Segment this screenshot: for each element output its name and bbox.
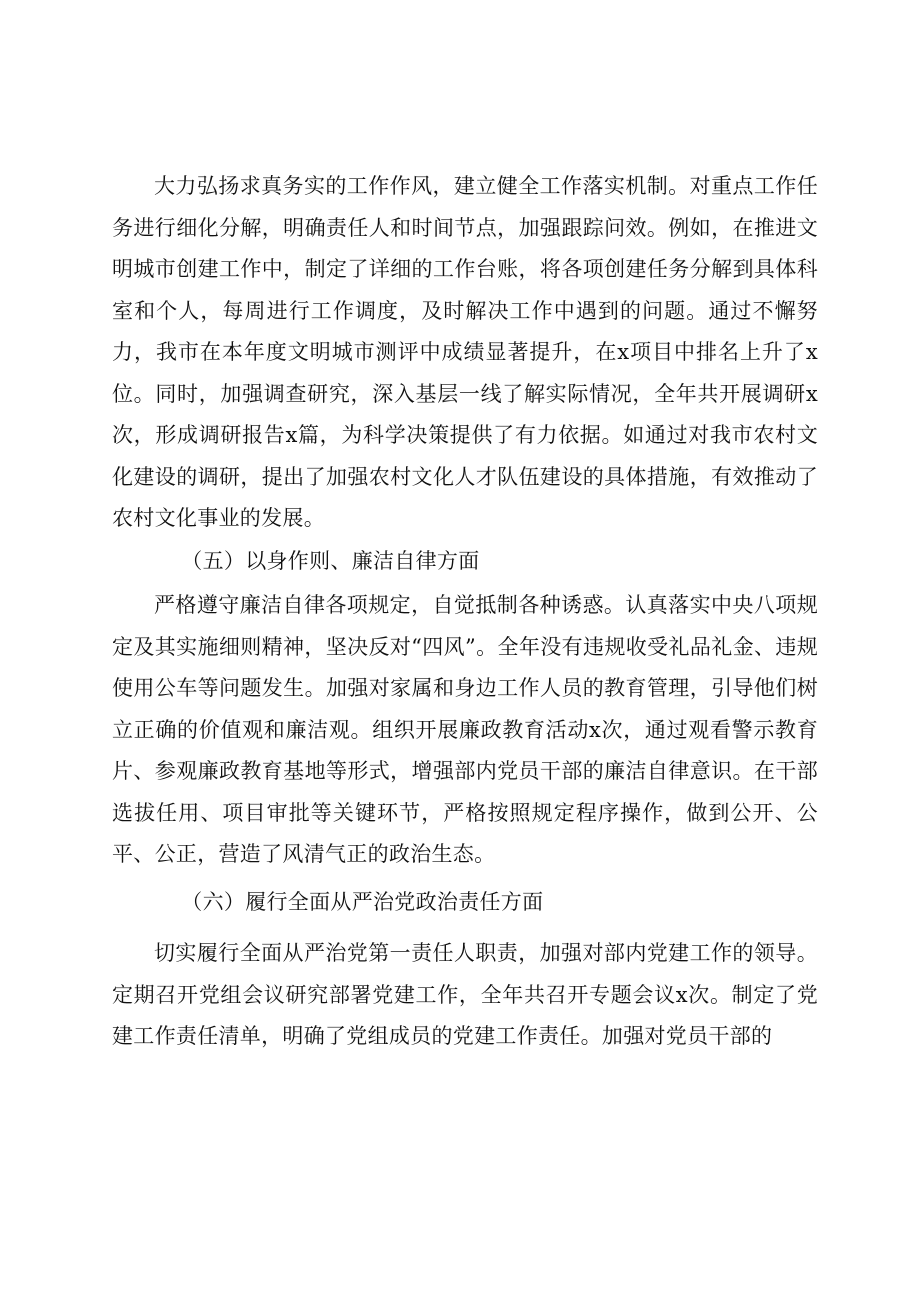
paragraph-party-responsibility: 切实履行全面从严治党第一责任人职责，加强对部内党建工作的领导。定期召开党组会议研究部署党建工作，全年共召开专题会议x次。制定了党建工作责任清单，明确了党组成员的党建工作责任。加强对党员干部的 [112, 941, 818, 1048]
section-heading-5: （五）以身作则、廉洁自律方面 [181, 548, 480, 573]
paragraph-work-style: 大力弘扬求真务实的工作作风，建立健全工作落实机制。对重点工作任务进行细化分解，明确责任人和时间节点，加强跟踪问效。例如，在推进文明城市创建工作中，制定了详细的工作台账，将各项创建任务分解到具体科室和个人，每周进行工作调度，及时解决工作中遇到的问题。通过不懈努力，我市在本年度文明城市测评中成绩显著提升，在x项目中排名上升了x位。同时，加强调查研究，深入基层一线了解实际情况，全年共开展调研x次，形成调研报告x篇，为科学决策提供了有力依据。如通过对我市农村文化建设的调研，提出了加强农村文化人才队伍建设的具体措施，有效推动了农村文化事业的发展。 [112, 174, 818, 530]
section-heading-6: （六）履行全面从严治党政治责任方面 [181, 889, 544, 914]
paragraph-integrity: 严格遵守廉洁自律各项规定，自觉抵制各种诱惑。认真落实中央八项规定及其实施细则精神，坚决反对“四风”。全年没有违规收受礼品礼金、违规使用公车等问题发生。加强对家属和身边工作人员的教育管理，引导他们树立正确的价值观和廉洁观。组织开展廉政教育活动x次，通过观看警示教育片、参观廉政教育基地等形式，增强部内党员干部的廉洁自律意识。在干部选拔任用、项目审批等关键环节，严格按照规定程序操作，做到公开、公平、公正，营造了风清气正的政治生态。 [112, 593, 818, 866]
document-body [112, 166, 818, 1058]
